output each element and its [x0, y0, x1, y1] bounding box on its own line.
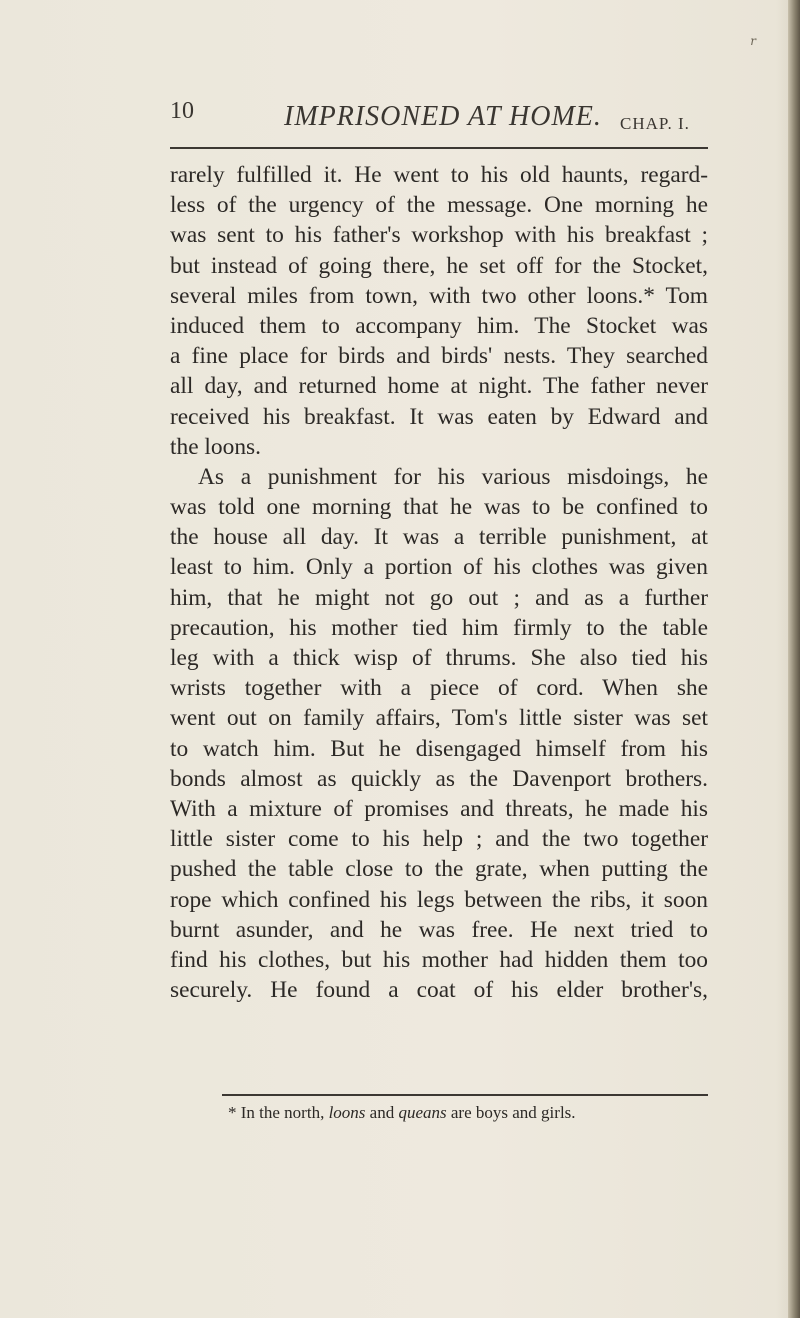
- text-line: rope which confined his legs between the ribs, it soon: [170, 886, 708, 913]
- text-line: several miles from town, with two other loons.* Tom: [170, 282, 708, 309]
- text-line: burnt asunder, and he was free. He next tried to: [170, 916, 708, 943]
- text-line: went out on family affairs, Tom's little sister was set: [170, 705, 708, 732]
- text-line: the house all day. It was a terrible punishment, at: [170, 524, 708, 551]
- running-title: IMPRISONED AT HOME.: [284, 101, 602, 132]
- text-line: a fine place for birds and birds' nests. They searched: [170, 343, 708, 370]
- text-line: him, that he might not go out ; and as a further: [170, 584, 708, 611]
- text-line: little sister come to his help ; and the two together: [170, 826, 708, 853]
- text-line: to watch him. But he disengaged himself from his: [170, 735, 708, 762]
- footnote: [228, 1102, 708, 1124]
- text-line: With a mixture of promises and threats, he made his: [170, 795, 708, 822]
- text-line: was told one morning that he was to be confined to: [170, 494, 708, 521]
- running-header: [170, 98, 710, 138]
- page-number: 10: [170, 98, 194, 124]
- chapter-label: CHAP. I.: [620, 114, 690, 133]
- text-line: bonds almost as quickly as the Davenport brothers.: [170, 765, 708, 792]
- text-line: precaution, his mother tied him firmly to the table: [170, 614, 708, 641]
- edge-mark: r: [750, 34, 756, 48]
- text-line: wrists together with a piece of cord. When she: [170, 675, 708, 702]
- text-line: but instead of going there, he set off for the Stocket,: [170, 252, 708, 279]
- text-line: was sent to his father's workshop with his breakfast ;: [170, 222, 708, 249]
- header-rule: [170, 147, 708, 149]
- footnote-rule: [222, 1094, 708, 1096]
- footnote-text: are boys and girls.: [446, 1103, 576, 1122]
- text-line: induced them to accompany him. The Stocket was: [170, 312, 708, 339]
- text-line: received his breakfast. It was eaten by Edward and: [170, 403, 708, 430]
- text-line: all day, and returned home at night. The father never: [170, 373, 708, 400]
- footnote-term: loons: [328, 1103, 366, 1122]
- text-line: pushed the table close to the grate, when putting the: [170, 856, 708, 883]
- text-line: find his clothes, but his mother had hidden them too: [170, 946, 708, 973]
- text-line: less of the urgency of the message. One morning he: [170, 192, 708, 219]
- text-line: rarely fulfilled it. He went to his old haunts, regard-: [170, 162, 708, 188]
- text-line: securely. He found a coat of his elder brother's,: [170, 977, 708, 1004]
- page-binding-edge: [788, 0, 800, 1318]
- text-line: the loons.: [170, 433, 261, 460]
- text-line: leg with a thick wisp of thrums. She also tied his: [170, 645, 708, 671]
- footnote-marker: *: [228, 1103, 237, 1122]
- body-text: [170, 160, 708, 1005]
- footnote-term: queans: [398, 1103, 447, 1122]
- text-line: least to him. Only a portion of his clothes was given: [170, 554, 708, 581]
- footnote-text: In the north,: [236, 1103, 329, 1122]
- footnote-text: and: [365, 1103, 399, 1122]
- text-line: As a punishment for his various misdoings, he: [198, 463, 708, 490]
